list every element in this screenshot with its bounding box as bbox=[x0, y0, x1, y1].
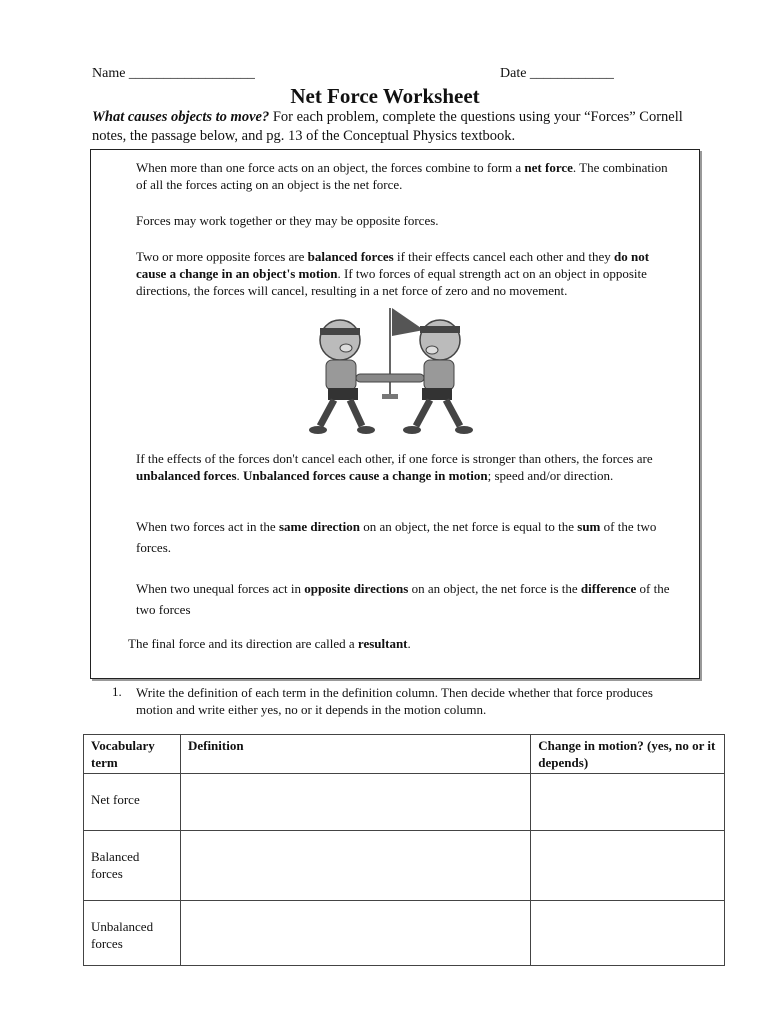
p1-text-a: When more than one force acts on an object, the forces combine to form a bbox=[136, 160, 525, 175]
p1-text-c: . The combination of all the forces acting on an object is the net force. bbox=[136, 160, 668, 192]
passage-paragraph-7 bbox=[128, 635, 663, 652]
passage-paragraph-5 bbox=[136, 516, 671, 558]
term-cell: Balanced forces bbox=[84, 831, 181, 901]
definition-cell[interactable] bbox=[180, 774, 530, 831]
p6-text-c: on an object, the net force is the bbox=[408, 581, 581, 596]
passage-paragraph-1 bbox=[136, 159, 671, 193]
p5-text-a: When two forces act in the bbox=[136, 519, 279, 534]
intro-paragraph bbox=[92, 108, 692, 146]
passage-paragraph-6 bbox=[136, 578, 671, 620]
passage-paragraph-4 bbox=[136, 450, 671, 484]
intro-text: For each problem, complete the questions using your “Forces” Cornell notes, the passage below, and pg. 13 of the Conceptual Physics textbook. bbox=[92, 109, 683, 144]
header-change-in-motion: Change in motion? (yes, no or it depends) bbox=[531, 735, 725, 774]
header-definition: Definition bbox=[180, 735, 530, 774]
p7-text-c: . bbox=[407, 636, 411, 651]
vocabulary-table bbox=[83, 734, 725, 966]
passage-paragraph-2: Forces may work together or they may be opposite forces. bbox=[136, 213, 439, 228]
table-row bbox=[84, 901, 725, 966]
p6-term-opposite: opposite directions bbox=[304, 581, 409, 596]
p6-term-difference: difference bbox=[580, 581, 637, 596]
p3-text-c: if their effects cancel each other and they bbox=[393, 249, 614, 264]
name-field-label: Name __________________ bbox=[92, 66, 255, 81]
tug-of-war-illustration bbox=[300, 300, 480, 440]
p7-text-a: The final force and its direction are called a bbox=[128, 636, 358, 651]
table-header-row bbox=[84, 735, 725, 774]
question-1-text: Write the definition of each term in the definition column. Then decide whether that force produces motion and write either yes, no or it depends in the motion column. bbox=[136, 685, 653, 717]
p3-term-balanced: balanced forces bbox=[307, 249, 394, 264]
p5-term-sum: sum bbox=[577, 519, 601, 534]
page-title: Net Force Worksheet bbox=[290, 84, 480, 108]
header-vocabulary-term: Vocabulary term bbox=[84, 735, 181, 774]
p4-text-a: If the effects of the forces don't cancel each other, if one force is stronger than others, the forces are bbox=[136, 451, 653, 466]
p5-text-e: of the two forces. bbox=[136, 519, 657, 555]
date-field-label: Date ____________ bbox=[500, 66, 614, 81]
table-row bbox=[84, 831, 725, 901]
p7-term-resultant: resultant bbox=[357, 636, 408, 651]
p3-bold-no-change: do not cause a change in an object's motion bbox=[136, 249, 650, 281]
table-row bbox=[84, 774, 725, 831]
term-cell: Net force bbox=[84, 774, 181, 831]
p1-term-net-force: net force bbox=[524, 160, 573, 175]
term-cell: Unbalanced forces bbox=[84, 901, 181, 966]
p4-text-c: . bbox=[236, 468, 244, 483]
passage-paragraph-3 bbox=[136, 248, 671, 299]
p3-text-a: Two or more opposite forces are bbox=[136, 249, 308, 264]
motion-cell[interactable] bbox=[531, 901, 725, 966]
motion-cell[interactable] bbox=[531, 774, 725, 831]
p4-bold-change: Unbalanced forces cause a change in motion bbox=[243, 468, 488, 483]
definition-cell[interactable] bbox=[180, 901, 530, 966]
p6-text-a: When two unequal forces act in bbox=[136, 581, 305, 596]
p4-term-unbalanced: unbalanced forces bbox=[136, 468, 237, 483]
definition-cell[interactable] bbox=[180, 831, 530, 901]
motion-cell[interactable] bbox=[531, 831, 725, 901]
p5-term-same-direction: same direction bbox=[278, 519, 360, 534]
p3-text-e: . If two forces of equal strength act on an object in opposite directions, the forces will cancel, resulting in a net force of zero and no movement. bbox=[136, 266, 647, 298]
question-1-number: 1. bbox=[112, 684, 122, 699]
intro-question: What causes objects to move? bbox=[92, 109, 270, 125]
p5-text-c: on an object, the net force is equal to the bbox=[359, 519, 578, 534]
p6-text-e: of the two forces bbox=[136, 581, 670, 617]
p4-text-e: ; speed and/or direction. bbox=[487, 468, 614, 483]
